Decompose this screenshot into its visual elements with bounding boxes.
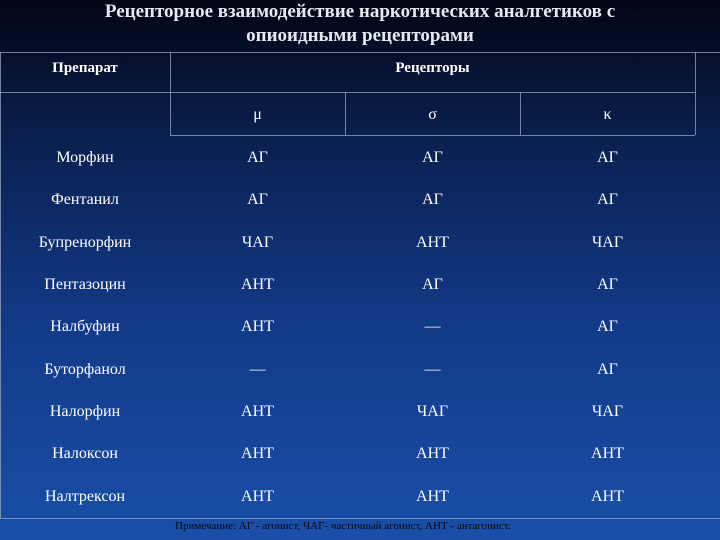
receptor-kappa-cell: АНТ [591,487,624,505]
receptor-sigma-cell: ЧАГ [416,402,449,420]
table-divider [170,135,695,136]
table-divider [170,52,171,135]
receptor-sigma-cell: АНТ [416,233,449,251]
table-divider [0,92,695,93]
drug-name-cell: Налорфин [49,402,121,420]
title-line-2: опиоидными рецепторами [246,25,474,46]
drug-name-cell: Бупренорфин [38,233,132,251]
receptor-sigma-cell: — [424,360,441,378]
receptor-mu: μ [253,106,262,123]
receptor-kappa-cell: ЧАГ [591,233,624,251]
table-divider [520,92,521,135]
receptor-kappa-cell: ЧАГ [591,402,624,420]
receptor-mu-cell: — [249,360,266,378]
drug-name-cell: Налтрексон [44,487,126,505]
receptor-kappa-cell: АГ [597,318,618,336]
footnote: Примечание: АГ - агонист, ЧАГ- частичный агонист, АНТ - антагонист. [175,520,511,532]
table-divider [0,52,720,53]
title-line-1: Рецепторное взаимодействие наркотических аналгетиков с [104,1,616,22]
drug-name-cell: Пентазоцин [44,276,126,294]
table-divider [0,52,1,518]
receptor-mu-cell: АНТ [241,487,274,505]
receptor-sigma-cell: АНТ [416,445,449,463]
receptor-kappa: κ [603,106,612,123]
receptor-mu-cell: АГ [247,191,268,209]
drug-name-cell: Фентанил [51,191,119,209]
receptor-sigma-cell: АНТ [416,487,449,505]
drug-name-cell: Налоксон [52,445,118,463]
drug-name-cell: Налбуфин [50,318,120,336]
receptor-table [0,52,720,517]
receptor-kappa-cell: АГ [597,149,618,167]
slide-title [0,0,720,48]
table-divider [695,52,696,135]
receptor-sigma: σ [428,106,437,123]
receptor-mu-cell: АНТ [241,318,274,336]
drug-name-cell: Морфин [56,149,114,167]
receptor-mu-cell: АНТ [241,402,274,420]
receptor-kappa-cell: АНТ [591,445,624,463]
drug-name-cell: Буторфанол [44,360,126,378]
receptor-sigma-cell: АГ [422,276,443,294]
table-divider [345,92,346,135]
table-divider [0,518,720,519]
header-receptors: Рецепторы [395,59,470,76]
receptor-mu-cell: АНТ [241,276,274,294]
header-drug: Препарат [52,59,118,76]
receptor-mu-cell: АГ [247,149,268,167]
receptor-mu-cell: ЧАГ [241,233,274,251]
receptor-kappa-cell: АГ [597,276,618,294]
receptor-kappa-cell: АГ [597,360,618,378]
receptor-sigma-cell: АГ [422,191,443,209]
receptor-kappa-cell: АГ [597,191,618,209]
receptor-sigma-cell: — [424,318,441,336]
receptor-mu-cell: АНТ [241,445,274,463]
receptor-sigma-cell: АГ [422,149,443,167]
